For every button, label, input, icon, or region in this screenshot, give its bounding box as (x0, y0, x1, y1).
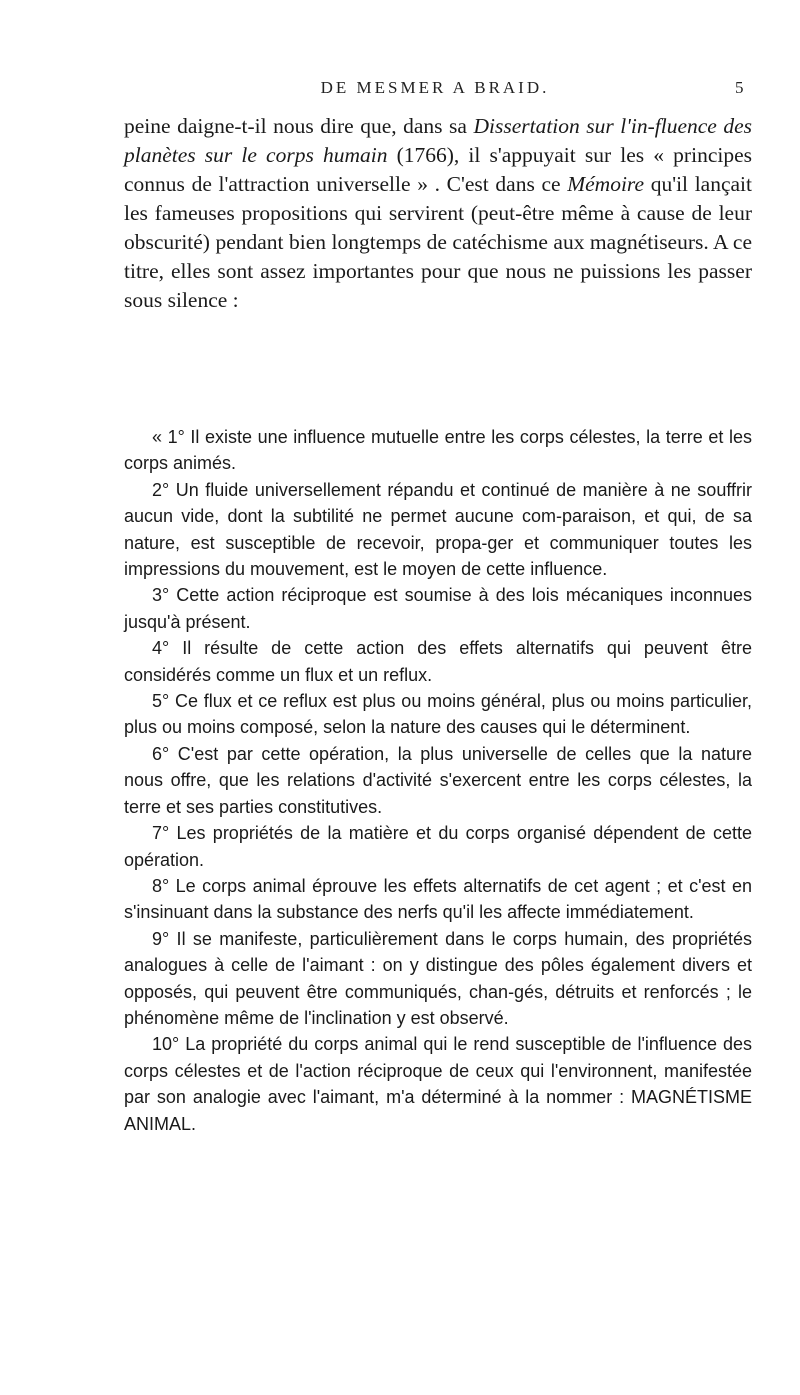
page-number: 5 (735, 78, 744, 97)
proposition-6: 6° C'est par cette opération, la plus universelle de celles que la nature nous offre, que les relations d'activité s'exercent entre les corps célestes, la terre et ses parties constitutives. (124, 743, 752, 817)
proposition-5: 5° Ce flux et ce reflux est plus ou moins général, plus ou moins particulier, plus ou moins composé, selon la nature des causes qui le déterminent. (124, 691, 752, 738)
proposition-7: 7° Les propriétés de la matière et du corps organisé dépendent de cette opération. (124, 823, 752, 870)
proposition-2: 2° Un fluide universellement répandu et continué de manière à ne souffrir aucun vide, dont la subtilité ne permet aucune com-paraison, et qui, de sa nature, est susceptible de recevoir, propa-ger et communiquer toutes les impressions du mouvement, est le moyen de cette influence. (124, 479, 752, 580)
proposition-9: 9° Il se manifeste, particulièrement dans le corps humain, des propriétés analogues à celle de l'aimant : on y distingue des pôles également divers et opposés, qui peuvent être communiqués, chan-gés, détruits et renforcés ; le phénomène même de l'inclination y est observé. (124, 928, 752, 1028)
proposition-1: « 1° Il existe une influence mutuelle entre les corps célestes, la terre et les corps animés. (124, 427, 752, 474)
propositions-list (124, 424, 752, 1137)
intro-paragraph (124, 112, 752, 315)
intro-text-3: qu'il lançait les fameuses propositions qui servirent (peut-être même à cause de leur obscurité) pendant bien longtemps de catéchisme aux magnétiseurs. A ce titre, elles sont assez importantes pour que nous ne puissions les passer sous silence : (124, 172, 752, 312)
proposition-8: 8° Le corps animal éprouve les effets alternatifs de cet agent ; et c'est en s'insinuant dans la substance des nerfs qu'il les affecte immédiatement. (124, 875, 752, 923)
dissertation-title: Dissertation sur l'in-fluence des planètes sur le corps humain (124, 114, 752, 167)
proposition-10: 10° La propriété du corps animal qui le rend susceptible de l'influence des corps célestes et de l'action réciproque de ceux qui l'environnent, manifestée par son analogie avec l'aimant, m'a déterminé à la nommer : MAGNÉTISME ANIMAL. (124, 1034, 752, 1134)
running-header: DE MESMER A BRAID. (320, 78, 550, 97)
memoire-word: Mémoire (567, 172, 645, 196)
proposition-4: 4° Il résulte de cette action des effets alternatifs qui peuvent être considérés comme un flux et un reflux. (124, 638, 752, 685)
intro-text-2: (1766), il s'appuyait sur les « principes connus de l'attraction universelle » . C'est dans ce (124, 143, 752, 196)
intro-text-1: peine daigne-t-il nous dire que, dans sa (124, 114, 474, 138)
proposition-3: 3° Cette action réciproque est soumise à des lois mécaniques inconnues jusqu'à présent. (124, 585, 752, 632)
